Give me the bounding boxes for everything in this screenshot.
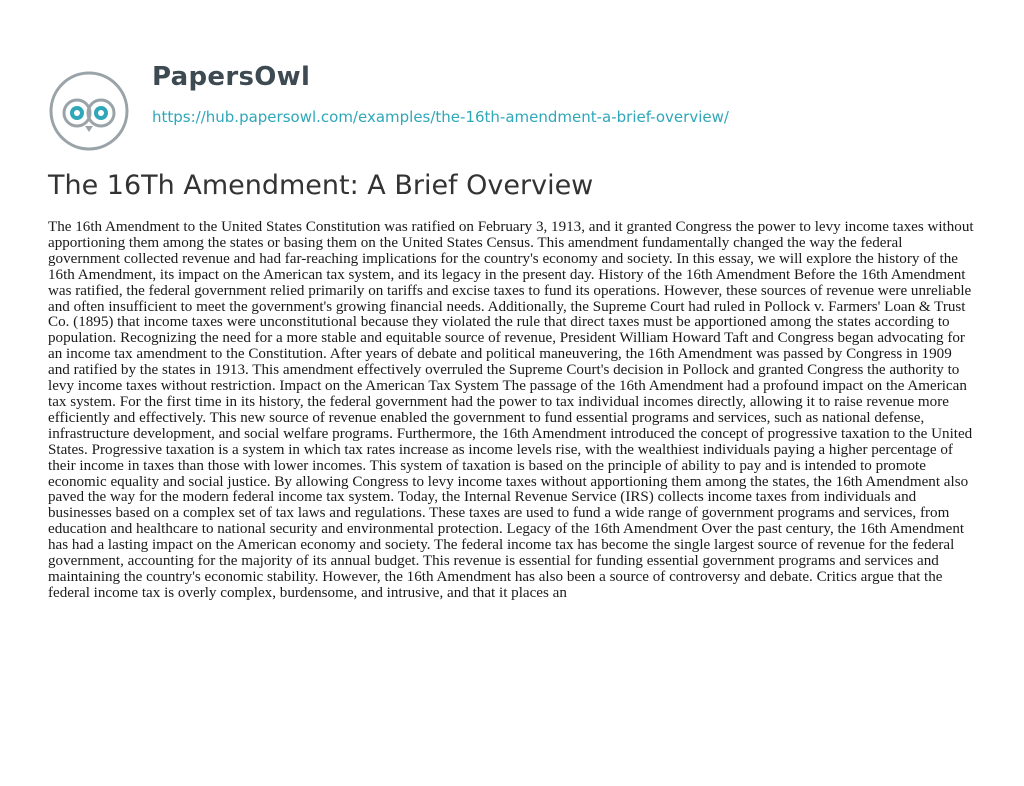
source-url-link[interactable]: https://hub.papersowl.com/examples/the-16th-amendment-a-brief-overview/ bbox=[152, 108, 729, 126]
page-header bbox=[48, 52, 976, 156]
owl-logo-icon bbox=[48, 70, 130, 152]
page-title: The 16Th Amendment: A Brief Overview bbox=[48, 170, 594, 201]
article-body: The 16th Amendment to the United States Constitution was ratified on February 3, 1913, and it granted Congress the power to levy income taxes without apportioning them among the states or basing them on the United States Census. This amendment fundamentally changed the way the federal government collected revenue and had far-reaching implications for the country's economy and society. In this essay, we will explore the history of the 16th Amendment, its impact on the American tax system, and its legacy in the present day. History of the 16th Amendment Before the 16th Amendment was ratified, the federal government relied primarily on tariffs and excise taxes to fund its operations. However, these sources of revenue were unreliable and often insufficient to meet the government's growing financial needs. Additionally, the Supreme Court had ruled in Pollock v. Farmers' Loan & Trust Co. (1895) that income taxes were unconstitutional because they violated the rule that direct taxes must be apportioned among the states according to population. Recognizing the need for a more stable and equitable source of revenue, President William Howard Taft and Congress began advocating for an income tax amendment to the Constitution. After years of debate and political maneuvering, the 16th Amendment was passed by Congress in 1909 and ratified by the states in 1913. This amendment effectively overruled the Supreme Court's decision in Pollock and granted Congress the authority to levy income taxes without restriction. Impact on the American Tax System The passage of the 16th Amendment had a profound impact on the American tax system. For the first time in its history, the federal government had the power to tax individual incomes directly, allowing it to raise revenue more efficiently and effectively. This new source of revenue enabled the government to fund essential programs and services, such as national defense, infrastructure development, and social welfare programs. Furthermore, the 16th Amendment introduced the concept of progressive taxation to the United States. Progressive taxation is a system in which tax rates increase as income levels rise, with the wealthiest individuals paying a higher percentage of their income in taxes than those with lower incomes. This system of taxation is based on the principle of ability to pay and is intended to promote economic equality and social justice. By allowing Congress to levy income taxes without apportioning them among the states, the 16th Amendment also paved the way for the modern federal income tax system. Today, the Internal Revenue Service (IRS) collects income taxes from individuals and businesses based on a complex set of tax laws and regulations. These taxes are used to fund a wide range of government programs and services, from education and healthcare to national security and environmental protection. Legacy of the 16th Amendment Over the past century, the 16th Amendment has had a lasting impact on the American economy and society. The federal income tax has become the single largest source of revenue for the federal government, accounting for the majority of its annual budget. This revenue is essential for funding essential government programs and services and maintaining the country's economic stability. However, the 16th Amendment has also been a source of controversy and debate. Critics argue that the federal income tax is overly complex, burdensome, and intrusive, and that it places an bbox=[48, 219, 974, 601]
brand-name: PapersOwl bbox=[152, 62, 311, 92]
